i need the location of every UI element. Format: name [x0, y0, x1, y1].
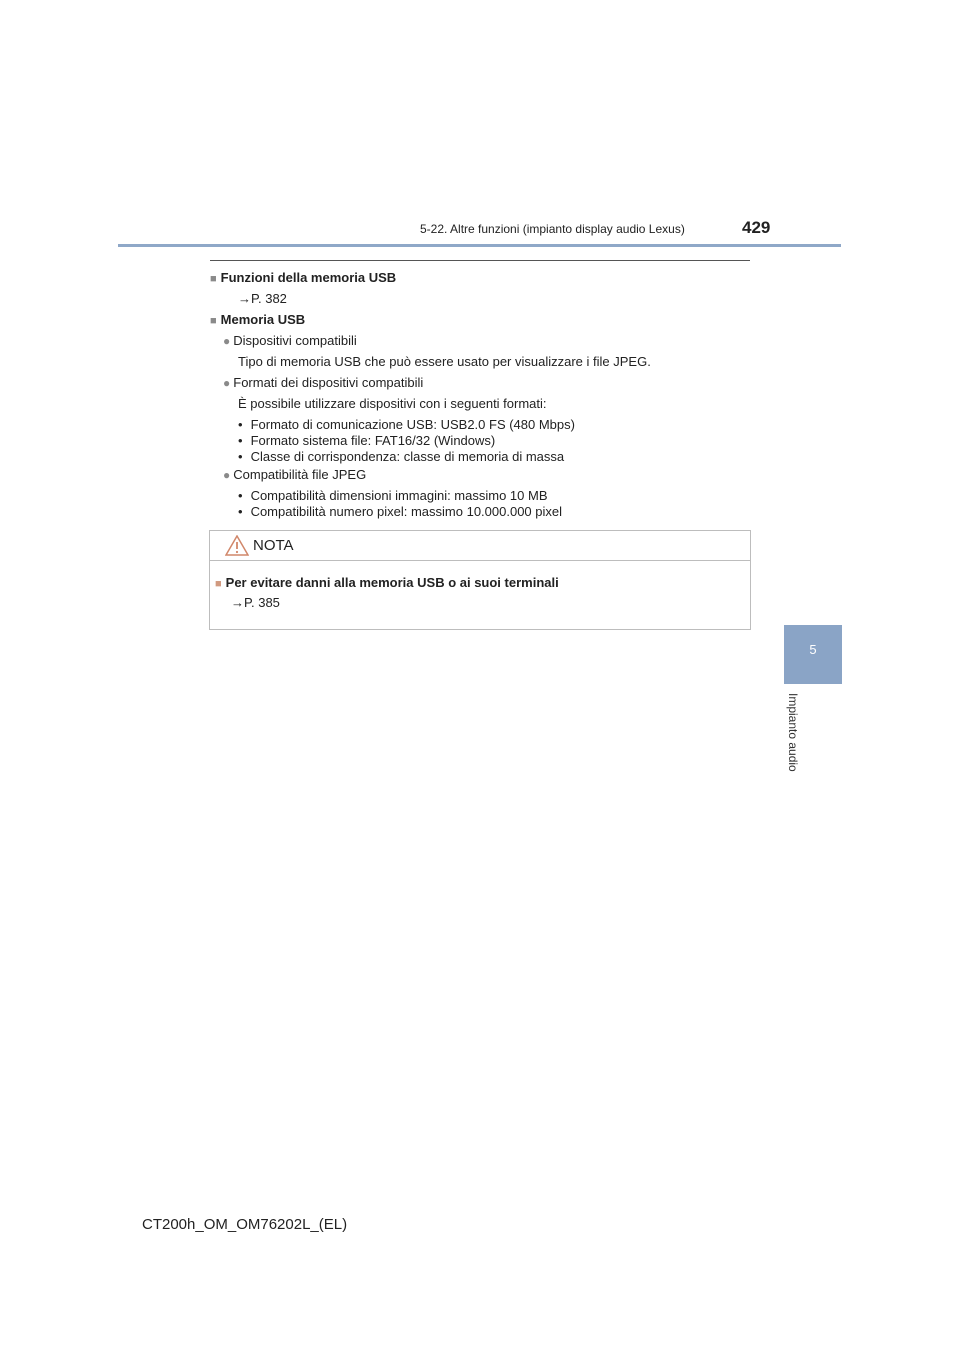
item-text: Tipo di memoria USB che può essere usato per visualizzare i file JPEG.: [238, 354, 651, 369]
warning-triangle-icon: [225, 535, 249, 556]
nota-item: [215, 575, 559, 590]
item-text: È possibile utilizzare dispositivi con i seguenti formati:: [238, 396, 547, 411]
section-title: Memoria USB: [220, 312, 306, 327]
section-title: Funzioni della memoria USB: [220, 270, 397, 285]
item-title: Compatibilità file JPEG: [233, 467, 367, 482]
reference-label: P. 385: [244, 595, 280, 610]
reference-label: P. 382: [251, 291, 287, 306]
nota-item-title: Per evitare danni alla memoria USB o ai suoi terminali: [225, 575, 559, 590]
section-heading: [210, 270, 396, 285]
page-reference[interactable]: [238, 291, 287, 306]
square-bullet-icon: ■: [210, 315, 217, 327]
bullet-dot: •: [238, 417, 243, 432]
sub-bullet: [238, 433, 495, 448]
sub-bullet-text: Formato di comunicazione USB: USB2.0 FS (480 Mbps): [250, 417, 575, 432]
sub-bullet: [238, 504, 562, 519]
chapter-tab[interactable]: [784, 625, 842, 684]
section-heading: [210, 312, 305, 327]
square-bullet-icon: ■: [210, 273, 217, 285]
chapter-label: Impianto audio: [786, 693, 800, 772]
square-bullet-icon: ■: [215, 578, 222, 590]
content-rule: [210, 260, 750, 261]
header-rule: [118, 244, 841, 247]
header-section-title: 5-22. Altre funzioni (impianto display audio Lexus): [420, 222, 685, 236]
circle-bullet-icon: ●: [223, 376, 231, 390]
circle-bullet-icon: ●: [223, 468, 231, 482]
sub-bullet-text: Classe di corrispondenza: classe di memoria di massa: [250, 449, 565, 464]
sub-bullet-text: Compatibilità dimensioni immagini: massimo 10 MB: [250, 488, 548, 503]
list-item: [223, 375, 423, 390]
chapter-number: 5: [809, 642, 817, 657]
bullet-dot: •: [238, 433, 243, 448]
page-number: 429: [742, 218, 771, 237]
sub-bullet: [238, 417, 575, 432]
nota-header: [210, 531, 750, 561]
bullet-dot: •: [238, 504, 243, 519]
sub-bullet-text: Formato sistema file: FAT16/32 (Windows): [250, 433, 496, 448]
sub-bullet: [238, 488, 548, 503]
sub-bullet-text: Compatibilità numero pixel: massimo 10.000.000 pixel: [250, 504, 562, 519]
nota-box: [209, 530, 751, 630]
nota-title: NOTA: [253, 537, 294, 554]
arrow-right-icon: →: [231, 595, 244, 610]
list-item: [223, 333, 357, 348]
sub-bullet: [238, 449, 564, 464]
item-title: Formati dei dispositivi compatibili: [233, 375, 424, 390]
circle-bullet-icon: ●: [223, 334, 231, 348]
bullet-dot: •: [238, 488, 243, 503]
list-item: [223, 467, 366, 482]
item-title: Dispositivi compatibili: [233, 333, 357, 348]
document-code: CT200h_OM_OM76202L_(EL): [142, 1216, 348, 1233]
page-reference[interactable]: [231, 595, 280, 610]
arrow-right-icon: →: [238, 291, 251, 306]
bullet-dot: •: [238, 449, 243, 464]
